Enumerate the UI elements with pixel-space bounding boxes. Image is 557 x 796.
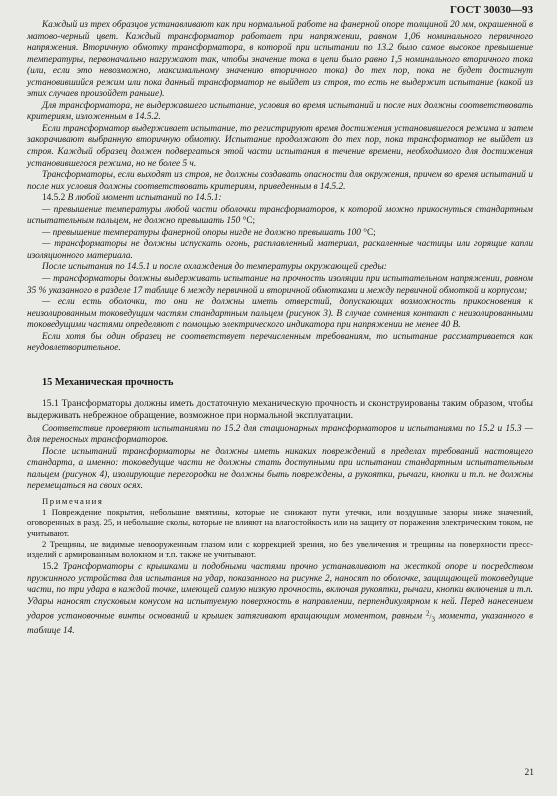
clause-text-tail: момента, указанного в таблице 14. [27,611,533,636]
fraction: $^2/_3$ [426,609,435,624]
unit: °C; [363,227,376,238]
unit: °C; [242,216,256,227]
fraction-numerator: 2 [426,609,430,618]
note-item: 1 Повреждение покрытия, небольшие вмятины, которые не снижают пути утечки, или воздушные зазоры ниже значений, оговоренных в разд. 25, и небольшие сколы, которые не влияют на влагостойкость или на защиту от поражения электрическим током, не учитывают. [27,506,533,539]
clause-text: В любой момент испытаний по 14.5.1: [67,193,222,204]
section-heading: 15 Механическая прочность [42,376,174,388]
paragraph: Если трансформатор выдерживает испытание, то регистрируют время достижения установившегося режима и затем закорачивают выбранную вторичную обмотку. Испытание продолжают до тех пор, пока трансформатор не выйдет из строя. Каждый образец должен подвергаться этой части испытания в течение времени, необходимого для достижения установившегося режима, но не более 5 ч. [27,123,533,169]
clause-15-1: 15.1 Трансформаторы должны иметь достаточную механическую прочность и сконструированы таким образом, чтобы выдерживать небрежное обращение, возможное при нормальной эксплуатации. [27,397,533,421]
clause-14-5-2 [27,193,533,205]
list-item-text: — превышение температуры любой части оболочки трансформаторов, к которой можно прикоснуться стандартным испытательным пальцем, не должно превышать 150 [27,204,533,227]
paragraph: Соответствие проверяют испытаниями по 15.2 для стационарных трансформаторов и испытаниями по 15.2 и 15.3 — для переносных трансформаторов. [27,423,533,446]
page-number: 21 [524,768,534,778]
list-item [27,228,533,240]
list-item: — трансформаторы должны выдерживать испытание на прочность изоляции при испытательном напряжении, равном 35 % указанного в разделе 17 таблице 6 между первичной и вторичной обмотками и между первичной обмоткой и корпусом; [27,274,533,296]
list-item: — если есть оболочки, то они не должны иметь отверстий, допускающих возможность прикосновения к неизолированным токоведущим частям стандартным пальцем (рисунок 3). В случае сомнения контакт с неизолированными токоведущими частями определяют с помощью электрического индикатора при напряжении не менее 40 В. [27,297,533,331]
paragraph: Трансформаторы, если выходят из строя, не должны создавать опасности для окружения, причем во время испытаний и после них условия должны соответствовать критериям, приведенным в 14.5.2. [27,170,533,192]
paragraph: Если хотя бы один образец не соответствует перечисленным требованиям, то испытание рассматривается как неудовлетворительное. [27,331,533,354]
list-item: — трансформаторы не должны испускать огонь, расплавленный материал, раскаленные частицы или горящие капли изоляционного материала. [27,239,533,261]
list-item [27,205,533,228]
notes-block [27,496,533,560]
paragraph: Для трансформатора, не выдержавшего испытание, условия во время испытаний и после них должны соответствовать критериям, изложенным в 14.5.2. [27,100,533,123]
paragraph: Каждый из трех образцов устанавливают как при нормальной работе на фанерной опоре толщиной 20 мм, окрашенной в матово-черный цвет. Каждый трансформатор работает при напряжении, равном 1,06 номинального первичного напряжения. Вторичную обмотку трансформатора, в которой при испытании по 13.2 было самое высокое превышение температуры, первоначально нагружают так, чтобы значение тока в цепи было равно 1,5 номинального вторичного тока (или, если это невозможно, максимальному значению вторичного тока) до тех пор, пока не будет достигнут установившийся режим или пока данный трансформатор не выйдет из строя, то есть не выдержит испытание (какой из этих случаев произойдет раньше). [27,20,533,100]
clause-15-2 [27,562,533,637]
fraction-denominator: 3 [431,615,435,624]
standard-code: ГОСТ 30030—93 [450,4,533,16]
clause-number: 14.5.2 [42,193,66,204]
clause-text: Трансформаторы с крышками и подобными частями прочно устанавливают на жесткой опоре и посредством пружинного устройства для испытания на удар, показанного на рисунке 2, наносят по оболочке, защищающей токоведущие части, по три удара в каждой точке, имеющей самую низкую прочность, включая рукоятки, рычаги, кнопки включения и т.п. Удары наносят спусковым конусом на испытуемую поверхность в направлении, перпендикулярном к ней. Перед нанесением ударов установочные винты оснований и крышек затягивают вращающим моментом, равным [27,562,533,622]
paragraph: После испытаний трансформаторы не должны иметь никаких повреждений в пределах требований настоящего стандарта, а именно: токоведущие части не должны стать доступными при испытании стандартным испытательным пальцем (рисунок 4), изолирующие перегородки не должны быть повреждены, а рукоятки, рычаги, кнопки и т.п. не должны перемещаться на своих осях. [27,446,533,492]
list-item-text: — превышение температуры фанерной опоры нигде не должно превышать 100 [42,227,364,238]
paragraph: После испытания по 14.5.1 и после охлаждения до температуры окружающей среды: [42,262,387,273]
clause-number: 15.2 [42,562,59,573]
notes-title: Примечания [42,495,104,506]
note-item: 2 Трещины, не видимые невооруженным глазом или с коррекцией зрения, но без увеличения и трещины на поверхности пресс-изделий с армированным волокном и т.п. также не учитывают. [27,538,533,560]
